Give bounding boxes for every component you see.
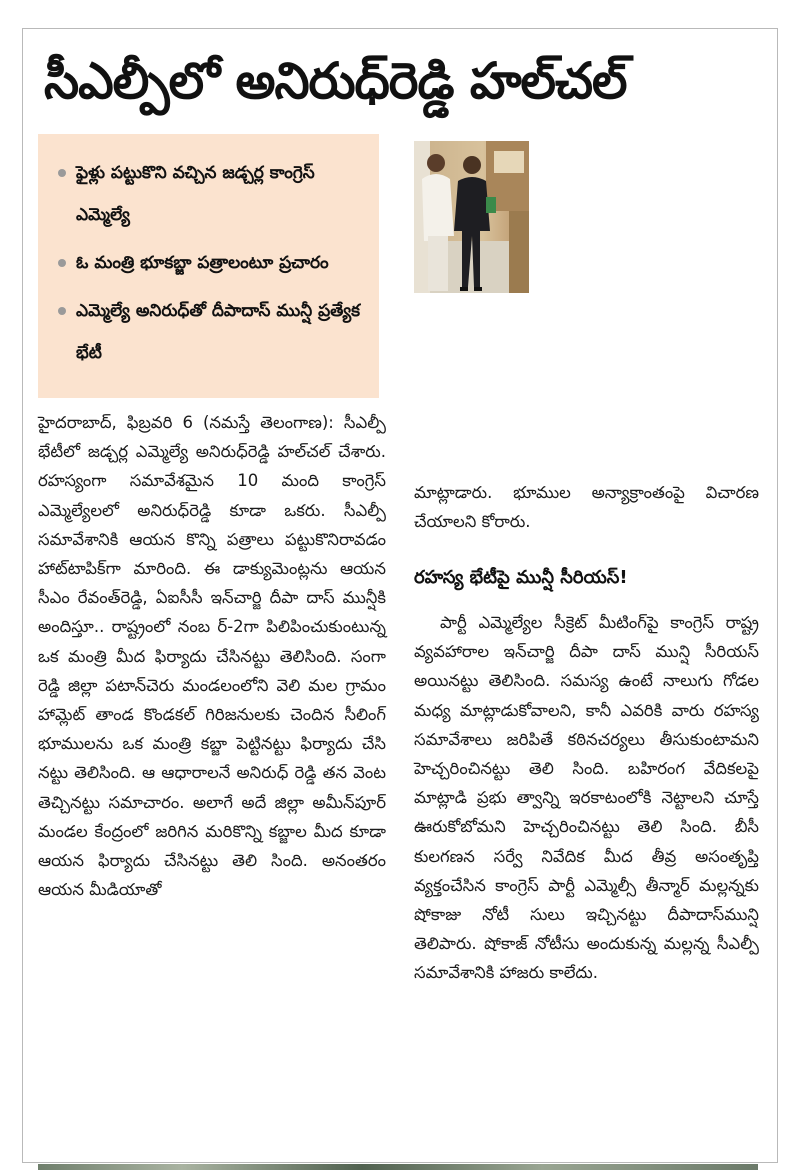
- next-article-image-edge: [38, 1164, 758, 1170]
- bullet-icon: [58, 259, 66, 267]
- article-right-continuation: మాట్లాడారు. భూముల అన్యాక్రాంతంపై విచారణ చేయాలని కోరారు.: [414, 483, 759, 532]
- article-subhead: రహస్య భేటీపై మున్షీ సీరియస్‌!: [414, 567, 628, 588]
- highlights-box: [38, 134, 379, 398]
- article-left-column: హైదరాబాద్‌, ఫిబ్రవరి 6 (నమస్తే తెలంగాణ): సీఎల్పీ భేటీలో జడ్చర్ల ఎమ్మెల్యే అనిరుధ్‌రెడ్డి హల్‌చల్‌ చేశారు. రహస్యంగా సమావేశమైన 10 మంది కాంగ్రెస్‌ ఎమ్మెల్యేలలో అనిరుధ్‌రెడ్డి కూడా ఒకరు. సీఎల్పీ సమావేశానికి ఆయన కొన్ని పత్రాలు పట్టుకొనిరావడం హాట్‌టాపిక్‌గా మారింది. ఈ డాక్యుమెంట్లను ఆయన సీఎం రేవంత్‌రెడ్డి, ఏఐసీసీ ఇన్‌చార్జి దీపా దాస్‌ మున్షీకి అందిస్తూ.. రాష్ట్రంలో నంబ ర్‌-2గా పిలిపించుకుంటున్న ఒక మంత్రి మీద ఫిర్యాదు చేసినట్టు తెలిసింది. సంగా రెడ్డి జిల్లా పటాన్‌చెరు మండలంలోని వెలి మల గ్రామం హామ్లెట్‌ తాండ కొండకల్‌ గిరిజనులకు చెందిన సీలింగ్‌ భూములను ఒక మంత్రి కబ్జా పెట్టినట్టు ఫిర్యాదు చేసి నట్టు తెలిసింది. ఆ ఆధారాలనే అనిరుధ్‌ రెడ్డి తన వెంట తెచ్చినట్టు సమాచారం. అలాగే అదే జిల్లా అమీన్‌పూర్‌ మండల కేంద్రంలో జరిగిన మరికొన్ని కబ్జాల మీద కూడా ఆయన ఫిర్యాదు చేసినట్టు తెలి సింది. అనంతరం ఆయన మీడియాతో: [38, 413, 386, 900]
- news-photo: [414, 141, 529, 293]
- news-photo-image: [414, 141, 529, 293]
- highlight-item: [52, 290, 369, 374]
- highlight-text: ఎమ్మెల్యే అనిరుధ్‌తో దీపాదాస్‌ మున్షీ ప్రత్యేక భేటీ: [76, 301, 360, 363]
- bullet-icon: [58, 307, 66, 315]
- bullet-icon: [58, 169, 66, 177]
- highlight-text: ఓ మంత్రి భూకబ్జా పత్రాలంటూ ప్రచారం: [76, 253, 329, 273]
- highlight-item: [52, 152, 369, 236]
- highlight-text: ఫైళ్లు పట్టుకొని వచ్చిన జడ్చర్ల కాంగ్రెస్‌ ఎమ్మెల్యే: [76, 163, 315, 225]
- headline: సీఎల్పీలో అనిరుధ్‌రెడ్డి హల్‌చల్: [44, 52, 627, 110]
- highlight-item: [52, 242, 369, 284]
- article-right-column: పార్టీ ఎమ్మెల్యేల సీక్రెట్‌ మీటింగ్‌పై కాంగ్రెస్‌ రాష్ట్ర వ్యవహారాల ఇన్‌చార్జి దీపా దాస్‌ మున్షి సీరియస్‌ అయినట్టు తెలిసింది. సమస్య ఉంటే నాలుగు గోడల మధ్య మాట్లాడుకోవాలని, కానీ ఎవరికి వారు రహస్య సమావేశాలు జరిపితే కఠినచర్యలు తీసుకుంటామని హెచ్చరించినట్టు తెలి సింది. బహిరంగ వేదికలపై మాట్లాడి ప్రభు త్వాన్ని ఇరకాటంలోకి నెట్టాలని చూస్తే ఊరుకోబోమని హెచ్చరించినట్టు తెలి సింది. బీసీ కులగణన సర్వే నివేదిక మీద తీవ్ర అసంతృప్తి వ్యక్తంచేసిన కాంగ్రెస్‌ పార్టీ ఎమ్మెల్సీ తీన్మార్‌ మల్లన్నకు షోకాజు నోటీ సులు ఇచ్చినట్టు దీపాదాస్‌మున్షి తెలిపారు. షోకాజ్‌ నోటీసు అందుకున్న మల్లన్న సీఎల్పీ సమావేశానికి హాజరు కాలేదు.: [414, 613, 759, 983]
